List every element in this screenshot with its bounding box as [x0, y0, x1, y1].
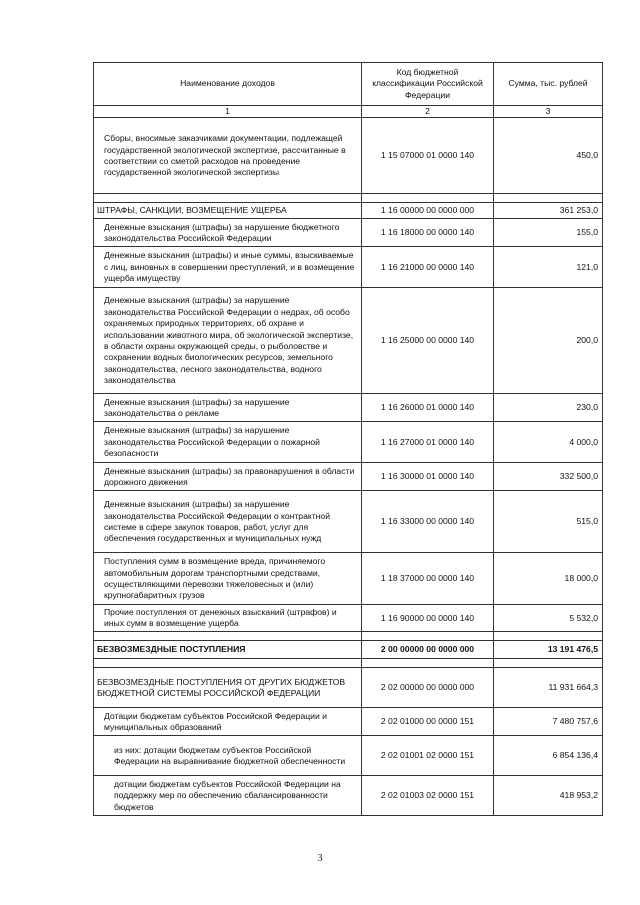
table-row [94, 422, 603, 463]
table-row [94, 553, 603, 605]
row-code: 1 16 26000 01 0000 140 [362, 394, 494, 422]
row-amount: 450,0 [494, 118, 603, 194]
row-amount: 155,0 [494, 219, 603, 247]
row-code: 1 16 21000 00 0000 140 [362, 247, 494, 288]
row-name: дотации бюджетам субъектов Российской Федерации на поддержку мер по обеспечению сбалансированности бюджетов [94, 776, 362, 816]
row-code: 2 02 01001 02 0000 151 [362, 736, 494, 776]
row-code: 1 15 07000 01 0000 140 [362, 118, 494, 194]
column-number: 2 [362, 106, 494, 118]
table-row [94, 118, 603, 194]
header-code: Код бюджетной классификации Российской Федерации [362, 63, 494, 106]
table-row [94, 247, 603, 288]
row-amount: 121,0 [494, 247, 603, 288]
row-code: 1 16 27000 01 0000 140 [362, 422, 494, 463]
table-row [94, 605, 603, 632]
row-name: Денежные взыскания (штрафы) за нарушение законодательства о рекламе [94, 394, 362, 422]
row-name: БЕЗВОЗМЕЗДНЫЕ ПОСТУПЛЕНИЯ ОТ ДРУГИХ БЮДЖЕТОВ БЮДЖЕТНОЙ СИСТЕМЫ РОССИЙСКОЙ ФЕДЕРАЦИИ [94, 668, 362, 708]
revenue-table [93, 62, 603, 816]
table-row [94, 219, 603, 247]
row-name: Дотации бюджетам субъектов Российской Федерации и муниципальных образований [94, 708, 362, 736]
row-code: 1 18 37000 00 0000 140 [362, 553, 494, 605]
row-amount: 13 191 476,5 [494, 641, 603, 659]
row-name: Поступления сумм в возмещение вреда, причиняемого автомобильным дорогам транспортными средствами, осуществляющими перевозки тяжеловесных и (или) крупногабаритных грузов [94, 553, 362, 605]
row-amount: 18 000,0 [494, 553, 603, 605]
row-name: Денежные взыскания (штрафы) за нарушение законодательства Российской Федерации о пожарной безопасности [94, 422, 362, 463]
row-amount: 7 480 757,6 [494, 708, 603, 736]
row-name: Сборы, вносимые заказчиками документации, подлежащей государственной экологической экспертизе, рассчитанные в соответствии со сметой расходов на проведение государственной экологической экспертизы [94, 118, 362, 194]
column-number: 1 [94, 106, 362, 118]
row-code: 2 02 01003 02 0000 151 [362, 776, 494, 816]
table-row [94, 394, 603, 422]
table-row [94, 491, 603, 553]
spacer-row [94, 194, 603, 203]
row-amount: 332 500,0 [494, 463, 603, 491]
table-row [94, 736, 603, 776]
row-code: 2 00 00000 00 0000 000 [362, 641, 494, 659]
row-amount: 4 000,0 [494, 422, 603, 463]
row-code: 2 02 00000 00 0000 000 [362, 668, 494, 708]
row-amount: 200,0 [494, 288, 603, 394]
table-row [94, 776, 603, 816]
row-amount: 418 953,2 [494, 776, 603, 816]
row-code: 1 16 18000 00 0000 140 [362, 219, 494, 247]
row-amount: 361 253,0 [494, 203, 603, 219]
row-name: ШТРАФЫ, САНКЦИИ, ВОЗМЕЩЕНИЕ УЩЕРБА [94, 203, 362, 219]
row-amount: 11 931 664,3 [494, 668, 603, 708]
spacer-row [94, 659, 603, 668]
row-code: 1 16 00000 00 0000 000 [362, 203, 494, 219]
row-amount: 6 854 136,4 [494, 736, 603, 776]
row-amount: 230,0 [494, 394, 603, 422]
page-number: 3 [317, 853, 323, 864]
row-amount: 5 532,0 [494, 605, 603, 632]
row-amount: 515,0 [494, 491, 603, 553]
row-name: Прочие поступления от денежных взысканий (штрафов) и иных сумм в возмещение ущерба [94, 605, 362, 632]
row-code: 2 02 01000 00 0000 151 [362, 708, 494, 736]
spacer-row [94, 632, 603, 641]
row-code: 1 16 25000 00 0000 140 [362, 288, 494, 394]
table-row [94, 708, 603, 736]
header-name: Наименование доходов [94, 63, 362, 106]
row-name: Денежные взыскания (штрафы) за нарушение законодательства Российской Федерации о недрах, об особо охраняемых природных территориях, об охране и использовании животного мира, об экологической экспертизе, в области охраны окружающей среды, о рыболовстве и сохранении водных биологических ресурсов, земельного законодательства, лесного законодательства, водного законодательства [94, 288, 362, 394]
row-code: 1 16 90000 00 0000 140 [362, 605, 494, 632]
table-row [94, 288, 603, 394]
table-row [94, 463, 603, 491]
column-number: 3 [494, 106, 603, 118]
table-row [94, 203, 603, 219]
row-name: Денежные взыскания (штрафы) за правонарушения в области дорожного движения [94, 463, 362, 491]
table-header-row [94, 63, 603, 106]
row-code: 1 16 33000 00 0000 140 [362, 491, 494, 553]
table-row [94, 641, 603, 659]
row-name: из них: дотации бюджетам субъектов Российской Федерации на выравнивание бюджетной обеспеченности [94, 736, 362, 776]
table-row [94, 668, 603, 708]
row-name: Денежные взыскания (штрафы) и иные суммы, взыскиваемые с лиц, виновных в совершении преступлений, и в возмещение ущерба имуществу [94, 247, 362, 288]
row-code: 1 16 30000 01 0000 140 [362, 463, 494, 491]
column-number-row [94, 106, 603, 118]
row-name: Денежные взыскания (штрафы) за нарушение законодательства Российской Федерации о контрактной системе в сфере закупок товаров, работ, услуг для обеспечения государственных и муниципальных нужд [94, 491, 362, 553]
row-name: БЕЗВОЗМЕЗДНЫЕ ПОСТУПЛЕНИЯ [94, 641, 362, 659]
row-name: Денежные взыскания (штрафы) за нарушение бюджетного законодательства Российской Федерации [94, 219, 362, 247]
header-amount: Сумма, тыс. рублей [494, 63, 603, 106]
